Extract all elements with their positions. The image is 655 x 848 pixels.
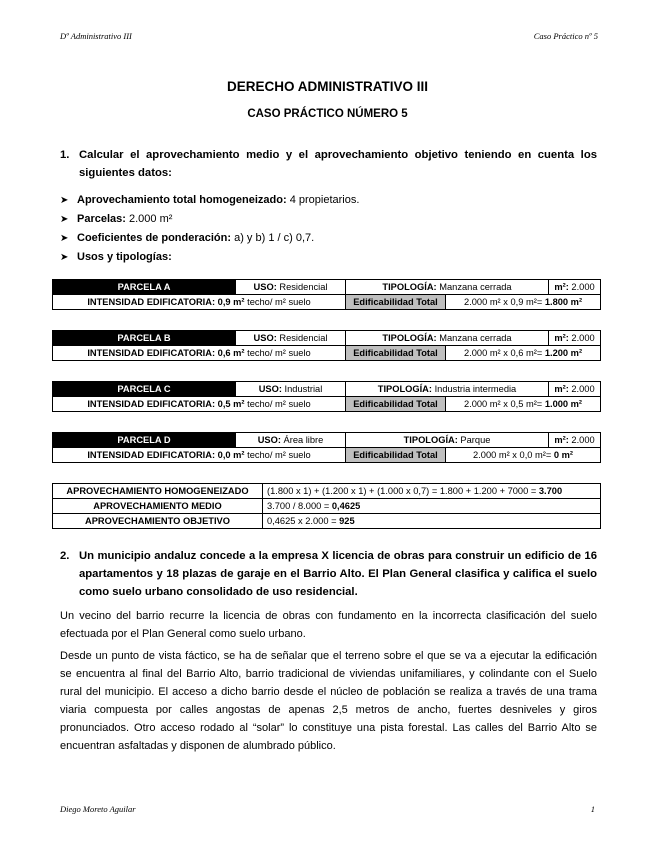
parcel-intensity: INTENSIDAD EDIFICATORIA: 0,9 m² techo/ m² suelo bbox=[53, 295, 346, 310]
summary-label: APROVECHAMIENTO OBJETIVO bbox=[53, 514, 263, 529]
parcel-use: USO: Industrial bbox=[236, 382, 346, 397]
summary-label: APROVECHAMIENTO MEDIO bbox=[53, 499, 263, 514]
parcel-area: m²: 2.000 bbox=[549, 433, 601, 448]
header-left: Dº Administrativo III bbox=[60, 31, 132, 41]
parcel-c-table bbox=[52, 381, 601, 412]
parcel-name: PARCELA A bbox=[53, 280, 236, 295]
parcel-name: PARCELA D bbox=[53, 433, 236, 448]
summary-label: APROVECHAMIENTO HOMOGENEIZADO bbox=[53, 484, 263, 499]
question-2-number: 2. bbox=[60, 550, 70, 562]
total-buildability-label: Edificabilidad Total bbox=[346, 295, 446, 310]
summary-value: 0,4625 x 2.000 = 925 bbox=[263, 514, 601, 529]
arrow-bullet-icon: ➤ bbox=[60, 214, 69, 225]
parcel-area: m²: 2.000 bbox=[549, 331, 601, 346]
bullet-item: ➤ Aprovechamiento total homogeneizado: 4 propietarios. bbox=[60, 191, 359, 210]
total-buildability-value: 2.000 m² x 0,5 m²= 1.000 m² bbox=[446, 397, 601, 412]
parcel-intensity: INTENSIDAD EDIFICATORIA: 0,5 m² techo/ m² suelo bbox=[53, 397, 346, 412]
parcel-typology: TIPOLOGÍA: Industria intermedia bbox=[346, 382, 549, 397]
bullet-item: ➤ Parcelas: 2.000 m² bbox=[60, 210, 359, 229]
question-2 bbox=[60, 547, 597, 601]
parcel-intensity: INTENSIDAD EDIFICATORIA: 0,6 m² techo/ m² suelo bbox=[53, 346, 346, 361]
table-row bbox=[53, 514, 601, 529]
bullet-item: ➤ Usos y tipologías: bbox=[60, 248, 359, 267]
total-buildability-label: Edificabilidad Total bbox=[346, 397, 446, 412]
table-row bbox=[53, 499, 601, 514]
summary-value: (1.800 x 1) + (1.200 x 1) + (1.000 x 0,7) = 1.800 + 1.200 + 7000 = 3.700 bbox=[263, 484, 601, 499]
parcel-area: m²: 2.000 bbox=[549, 280, 601, 295]
arrow-bullet-icon: ➤ bbox=[60, 195, 69, 206]
paragraph: Desde un punto de vista fáctico, se ha de señalar que el terreno sobre el que se va a ejecutar la edificación se encuentra al final del Barrio Alto, barrio tradicional de viviendas unifamiliares, y colindante con el Suelo rural del municipio. El acceso a dicho barrio desde el núcleo de población se realiza a través de una trama viaria compuesta por calles angostas de apenas 2,5 metros de ancho, fuertes desniveles y giros pronunciados. Otro acceso rodado al “solar” lo constituye una pista forestal. Las calles del Barrio Alto se encuentran asfaltadas y disponen de alumbrado público. bbox=[60, 650, 597, 752]
question-1-number: 1. bbox=[60, 149, 70, 161]
table-row bbox=[53, 484, 601, 499]
parcel-typology: TIPOLOGÍA: Manzana cerrada bbox=[346, 331, 549, 346]
data-bullet-list bbox=[60, 191, 359, 267]
paragraph: Un vecino del barrio recurre la licencia de obras con fundamento en la incorrecta clasificación del suelo efectuada por el Plan General como suelo urbano. bbox=[60, 610, 597, 640]
header-right: Caso Práctico nº 5 bbox=[533, 31, 598, 41]
parcel-typology: TIPOLOGÍA: Manzana cerrada bbox=[346, 280, 549, 295]
parcel-a-table bbox=[52, 279, 601, 310]
parcel-name: PARCELA B bbox=[53, 331, 236, 346]
total-buildability-label: Edificabilidad Total bbox=[346, 448, 446, 463]
question-2-text: Un municipio andaluz concede a la empresa X licencia de obras para construir un edificio de 16 apartamentos y 18 plazas de garaje en el Barrio Alto. El Plan General clasifica y califica el suelo como suelo urbano consolidado de uso residencial. bbox=[79, 550, 597, 598]
parcel-area: m²: 2.000 bbox=[549, 382, 601, 397]
question-1 bbox=[60, 146, 597, 182]
arrow-bullet-icon: ➤ bbox=[60, 252, 69, 263]
total-buildability-value: 2.000 m² x 0,0 m²= 0 m² bbox=[446, 448, 601, 463]
total-buildability-value: 2.000 m² x 0,6 m²= 1.200 m² bbox=[446, 346, 601, 361]
total-buildability-label: Edificabilidad Total bbox=[346, 346, 446, 361]
parcel-d-table bbox=[52, 432, 601, 463]
document-subtitle: CASO PRÁCTICO NÚMERO 5 bbox=[247, 108, 408, 120]
total-buildability-value: 2.000 m² x 0,9 m²= 1.800 m² bbox=[446, 295, 601, 310]
parcel-name: PARCELA C bbox=[53, 382, 236, 397]
parcel-use: USO: Residencial bbox=[236, 331, 346, 346]
arrow-bullet-icon: ➤ bbox=[60, 233, 69, 244]
parcel-intensity: INTENSIDAD EDIFICATORIA: 0,0 m² techo/ m² suelo bbox=[53, 448, 346, 463]
parcel-use: USO: Residencial bbox=[236, 280, 346, 295]
parcel-b-table bbox=[52, 330, 601, 361]
page-number: 1 bbox=[590, 804, 595, 814]
summary-value: 3.700 / 8.000 = 0,4625 bbox=[263, 499, 601, 514]
question-1-text: Calcular el aprovechamiento medio y el aprovechamiento objetivo teniendo en cuenta los siguientes datos: bbox=[79, 149, 597, 179]
parcel-typology: TIPOLOGÍA: Parque bbox=[346, 433, 549, 448]
summary-table bbox=[52, 483, 601, 529]
bullet-item: ➤ Coeficientes de ponderación: a) y b) 1 / c) 0,7. bbox=[60, 229, 359, 248]
parcel-use: USO: Área libre bbox=[236, 433, 346, 448]
document-title: DERECHO ADMINISTRATIVO III bbox=[226, 79, 428, 94]
footer-author: Diego Moreto Aguilar bbox=[60, 804, 136, 814]
